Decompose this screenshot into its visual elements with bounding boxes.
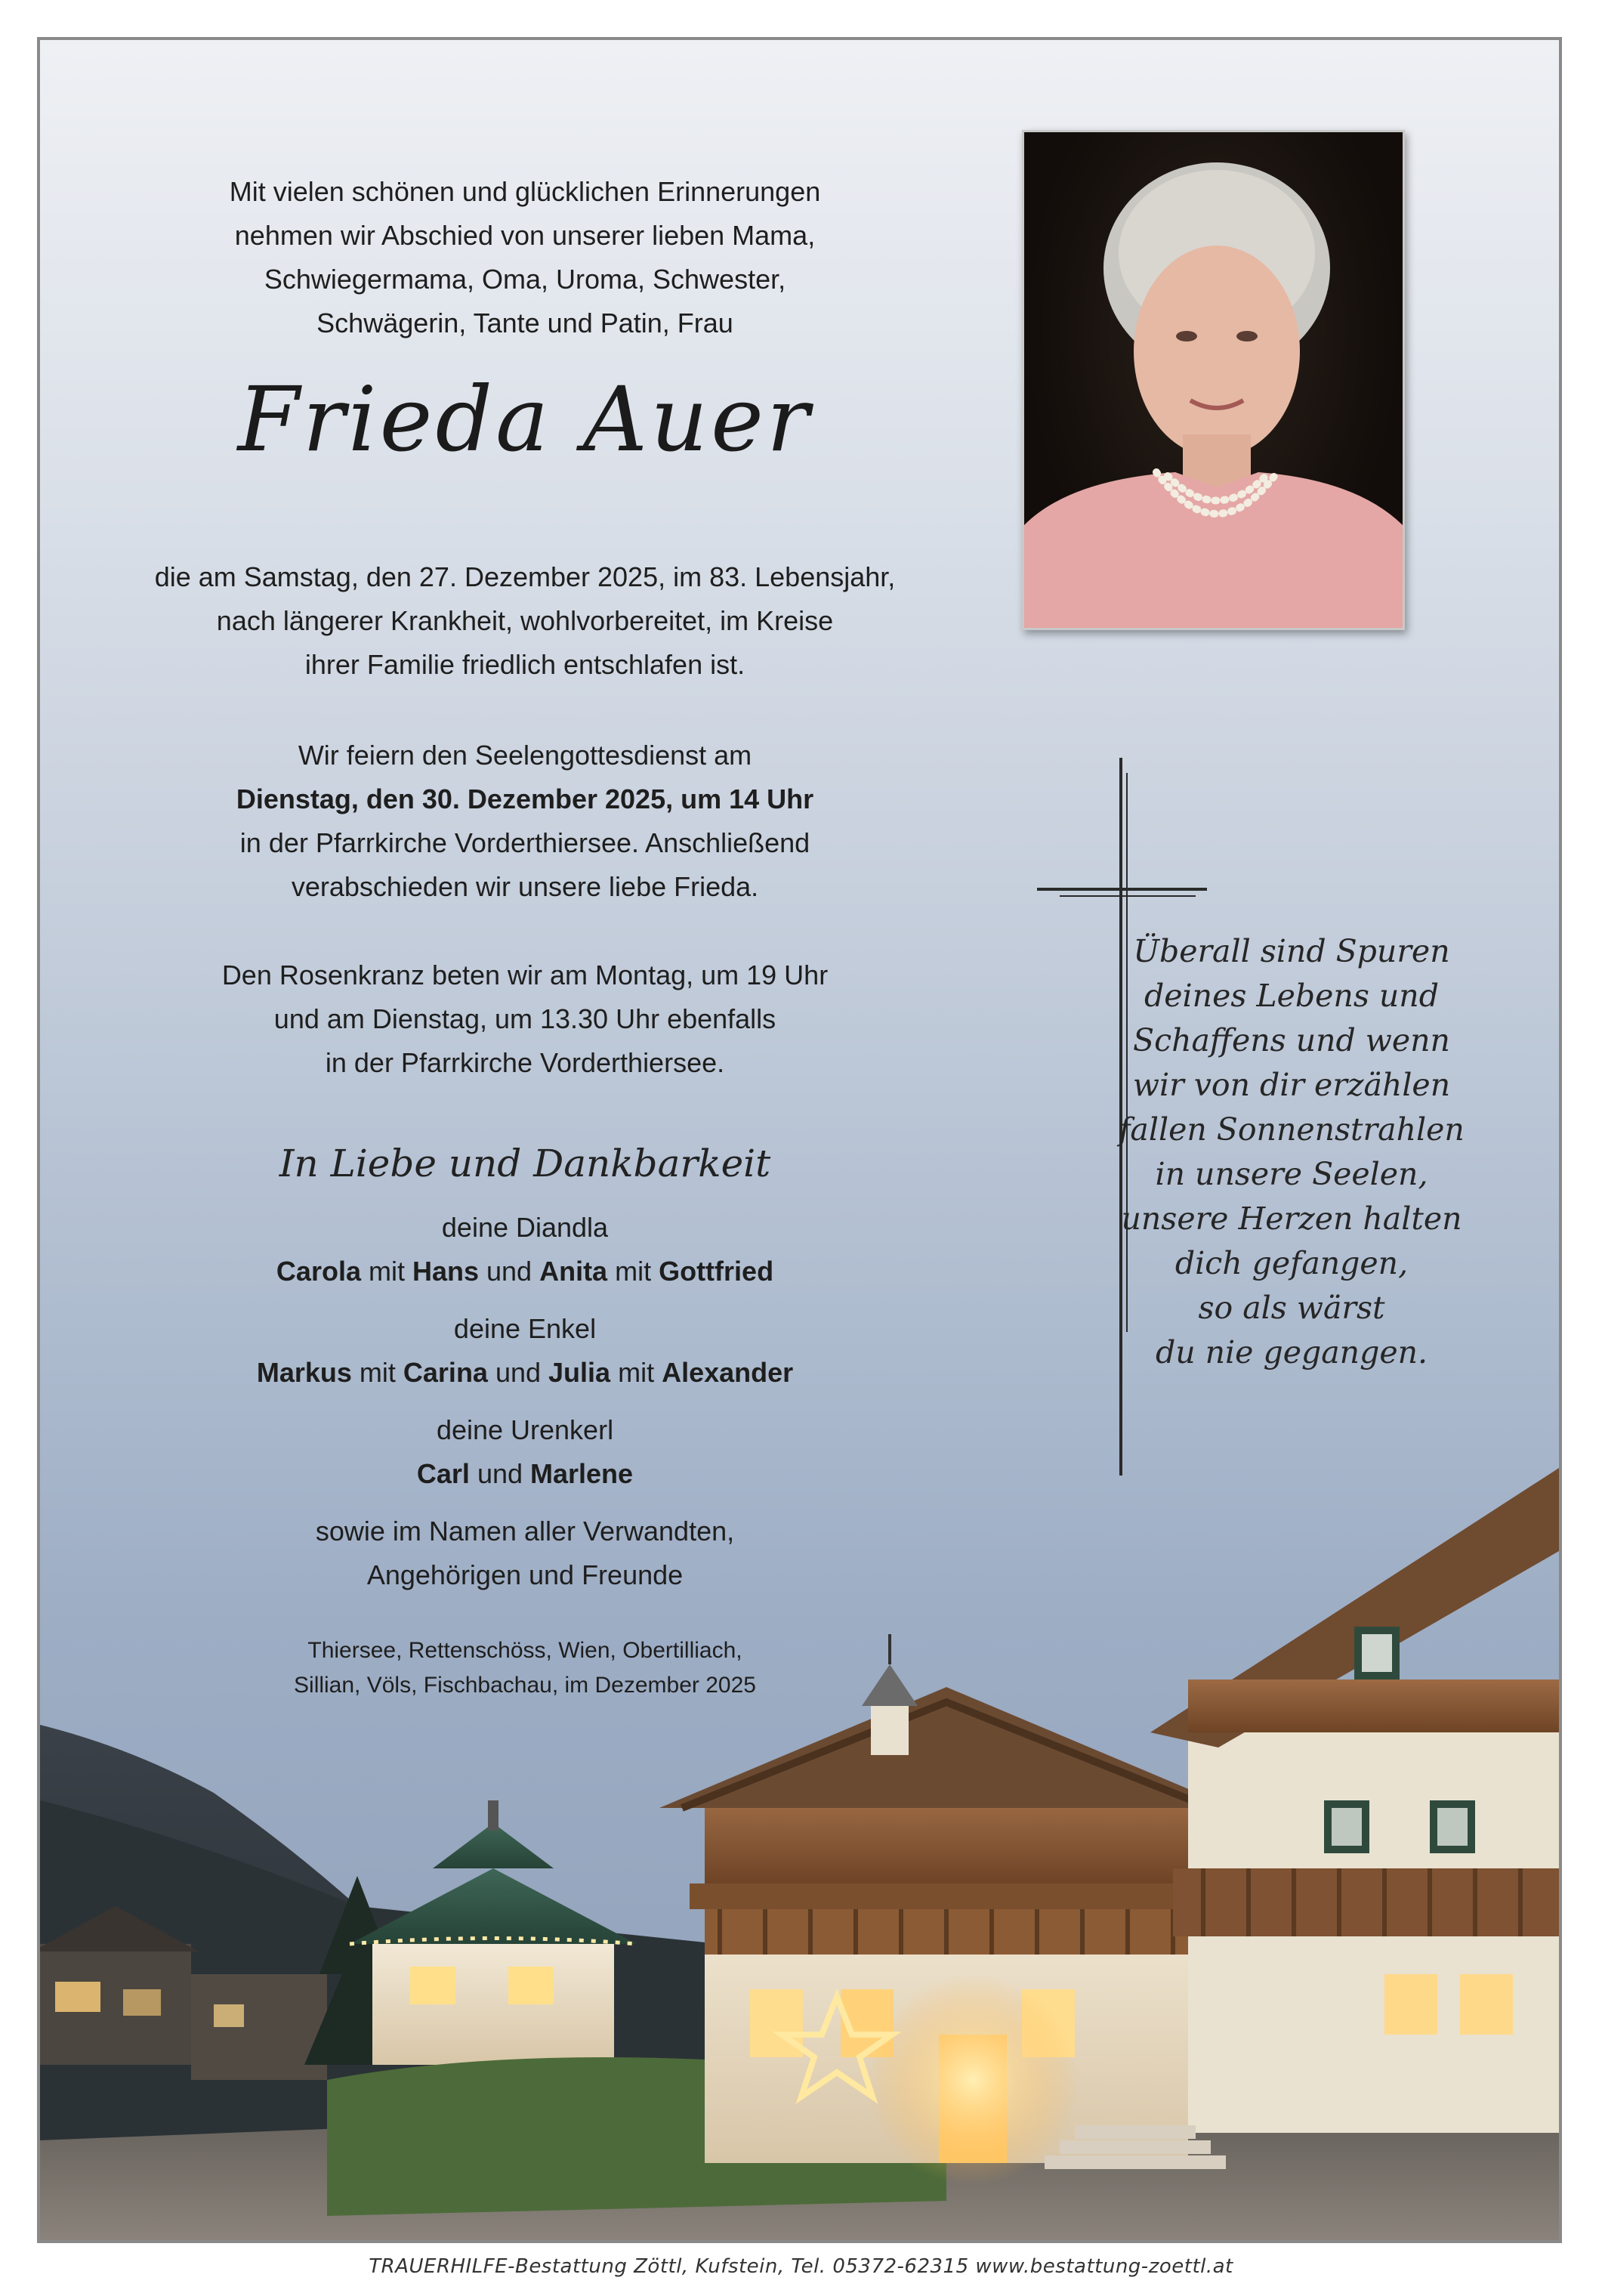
great-grandchildren-label: deine Urenkerl (436, 1414, 614, 1445)
service-date: Dienstag, den 30. Dezember 2025, um 14 Uhr (236, 783, 814, 814)
poem-line: Überall sind Spuren (1133, 933, 1450, 969)
death-notice-line: die am Samstag, den 27. Dezember 2025, im 83. Lebensjahr, (154, 561, 896, 592)
rosary-line: Den Rosenkranz beten wir am Montag, um 19 Uhr (221, 959, 829, 990)
death-notice-line: nach längerer Krankheit, wohlvorbereitet, im Kreise (216, 605, 834, 636)
poem-line: wir von dir erzählen (1132, 1067, 1451, 1103)
death-notice-block (113, 555, 937, 687)
funeral-home-footer: TRAUERHILFE-Bestattung Zöttl, Kufstein, Tel. 05372-62315 www.bestattung-zoettl.at (369, 2255, 1233, 2278)
poem-line: so als wärst (1198, 1290, 1385, 1326)
children-names: Carola mit Hans und Anita mit Gottfried (276, 1256, 774, 1287)
great-grandchildren-names: Carl und Marlene (416, 1458, 634, 1489)
places-block (128, 1633, 921, 1703)
service-line: Wir feiern den Seelengottesdienst am (298, 740, 752, 771)
intro-line: Schwägerin, Tante und Patin, Frau (316, 307, 733, 338)
poem-line: fallen Sonnenstrahlen (1119, 1111, 1465, 1148)
poem-line: du nie gegangen. (1155, 1334, 1428, 1370)
rosary-block (128, 953, 921, 1085)
places-line: Thiersee, Rettenschöss, Wien, Obertilliach, (307, 1638, 742, 1663)
rosary-line: und am Dienstag, um 13.30 Uhr ebenfalls (273, 1003, 776, 1034)
poem-line: dich gefangen, (1174, 1245, 1409, 1281)
closing-line: Angehörigen und Freunde (366, 1559, 684, 1590)
memorial-poem (1088, 929, 1496, 1375)
poem-line: Schaffens und wenn (1133, 1022, 1450, 1058)
deceased-name: Frieda Auer (237, 367, 813, 471)
death-notice-line: ihrer Familie friedlich entschlafen ist. (304, 649, 745, 680)
rosary-line: in der Pfarrkirche Vorderthiersee. (325, 1047, 725, 1078)
gratitude-heading: In Liebe und Dankbarkeit (279, 1142, 771, 1185)
service-block (128, 734, 921, 909)
poem-line: in unsere Seelen, (1155, 1156, 1428, 1192)
intro-block (128, 170, 921, 345)
service-line: verabschieden wir unsere liebe Frieda. (291, 871, 759, 902)
closing-line: sowie im Namen aller Verwandten, (315, 1516, 735, 1547)
intro-line: Mit vielen schönen und glücklichen Erinnerungen (229, 176, 821, 207)
service-line: in der Pfarrkirche Vorderthiersee. Anschließend (239, 827, 810, 858)
children-label: deine Diandla (441, 1212, 609, 1243)
portrait-illustration (1024, 132, 1403, 628)
poem-line: unsere Herzen halten (1121, 1201, 1462, 1237)
grandchildren-label: deine Enkel (453, 1313, 597, 1344)
poem-line: deines Lebens und (1144, 978, 1439, 1014)
intro-line: Schwiegermama, Oma, Uroma, Schwester, (264, 264, 786, 295)
grandchildren-names: Markus mit Carina und Julia mit Alexander (256, 1357, 794, 1388)
places-line: Sillian, Völs, Fischbachau, im Dezember 2025 (294, 1673, 756, 1698)
intro-line: nehmen wir Abschied von unserer lieben Mama, (234, 220, 816, 251)
portrait-photo (1022, 130, 1405, 630)
mourners-block (128, 1206, 921, 1597)
